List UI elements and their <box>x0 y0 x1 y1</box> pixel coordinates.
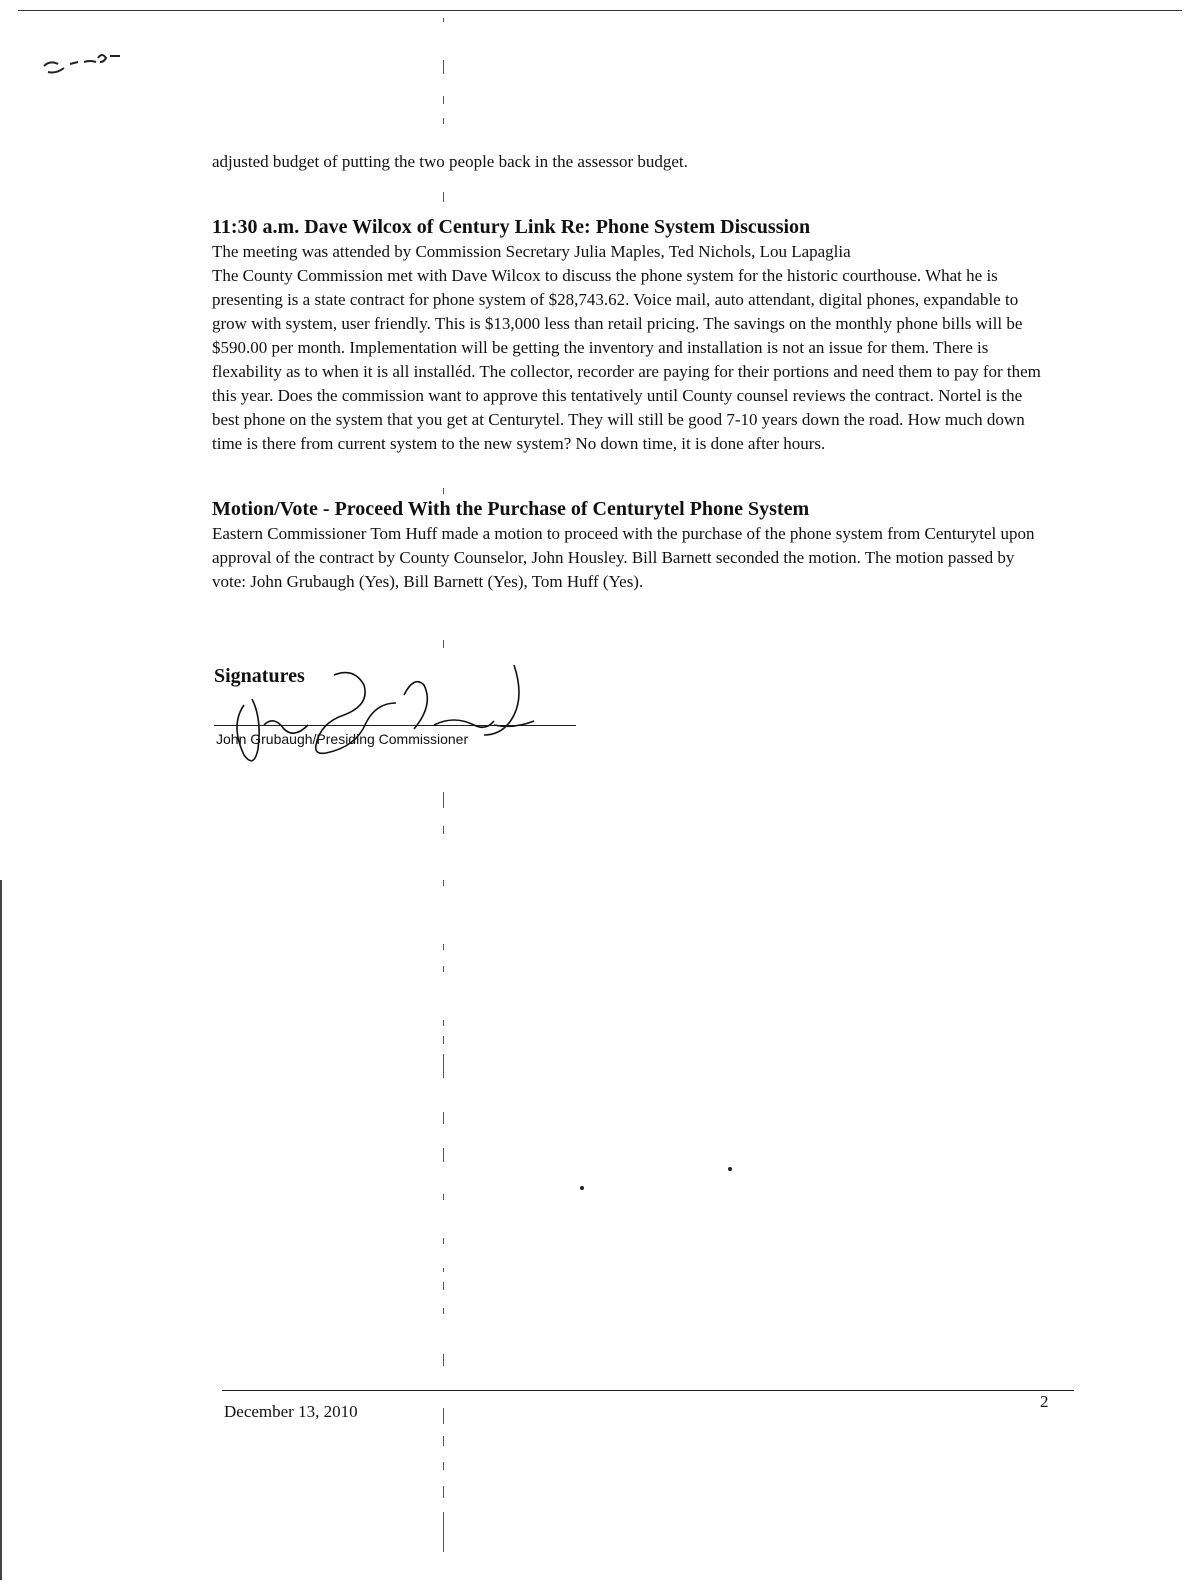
scan-left-border <box>0 880 2 1580</box>
motion-vote-heading: Motion/Vote - Proceed With the Purchase of Centurytel Phone System <box>212 498 810 520</box>
scan-speck <box>580 1186 584 1190</box>
discussion-text: The County Commission met with Dave Wilcox to discuss the phone system for the historic courthouse. What he is presenting is a state contract for phone system of $28,743.62. Voice mail, auto attendant, digital phones, expandable to grow with system, user friendly. This is $13,000 less than retail pricing. The savings on the monthly phone bills will be $590.00 per month. Implementation will be getting the inventory and installation is not an issue for them. There is flexability as to when it is all installéd. The collector, recorder are paying for their portions and need them to pay for them this year. Does the commission want to approve this tentatively until County counsel reviews the contract. Nortel is the best phone on the system that you get at Centurytel. They will still be good 7-10 years down the road. How much down time is there from current system to the new system? No down time, it is done after hours. <box>212 266 1041 453</box>
page-number: 2 <box>1040 1392 1049 1411</box>
phone-system-discussion-section <box>212 214 1042 456</box>
footer-date: December 13, 2010 <box>224 1402 358 1421</box>
scan-top-border <box>18 10 1182 11</box>
signature-caption: John Grubaugh/Presiding Commissioner <box>216 731 469 747</box>
signatures-title: Signatures <box>214 665 305 687</box>
minutes-content <box>212 150 1042 594</box>
handwritten-signature <box>214 665 594 775</box>
motion-text: Eastern Commissioner Tom Huff made a motion to proceed with the purchase of the phone system from Centurytel upon approval of the contract by County Counselor, John Housley. Bill Barnett seconded the motion. The motion passed by vote: John Grubaugh (Yes), Bill Barnett (Yes), Tom Huff (Yes). <box>212 524 1035 591</box>
motion-vote-section <box>212 496 1042 594</box>
attendance-text: The meeting was attended by Commission Secretary Julia Maples, Ted Nichols, Lou Lapaglia <box>212 242 851 261</box>
footer-rule <box>222 1390 1074 1391</box>
signature-block <box>214 665 594 775</box>
scan-speck <box>728 1167 732 1171</box>
scan-artifact-scribble <box>40 48 140 82</box>
intro-text: adjusted budget of putting the two people back in the assessor budget. <box>212 152 688 171</box>
phone-system-heading: 11:30 a.m. Dave Wilcox of Century Link Re: Phone System Discussion <box>212 216 811 238</box>
